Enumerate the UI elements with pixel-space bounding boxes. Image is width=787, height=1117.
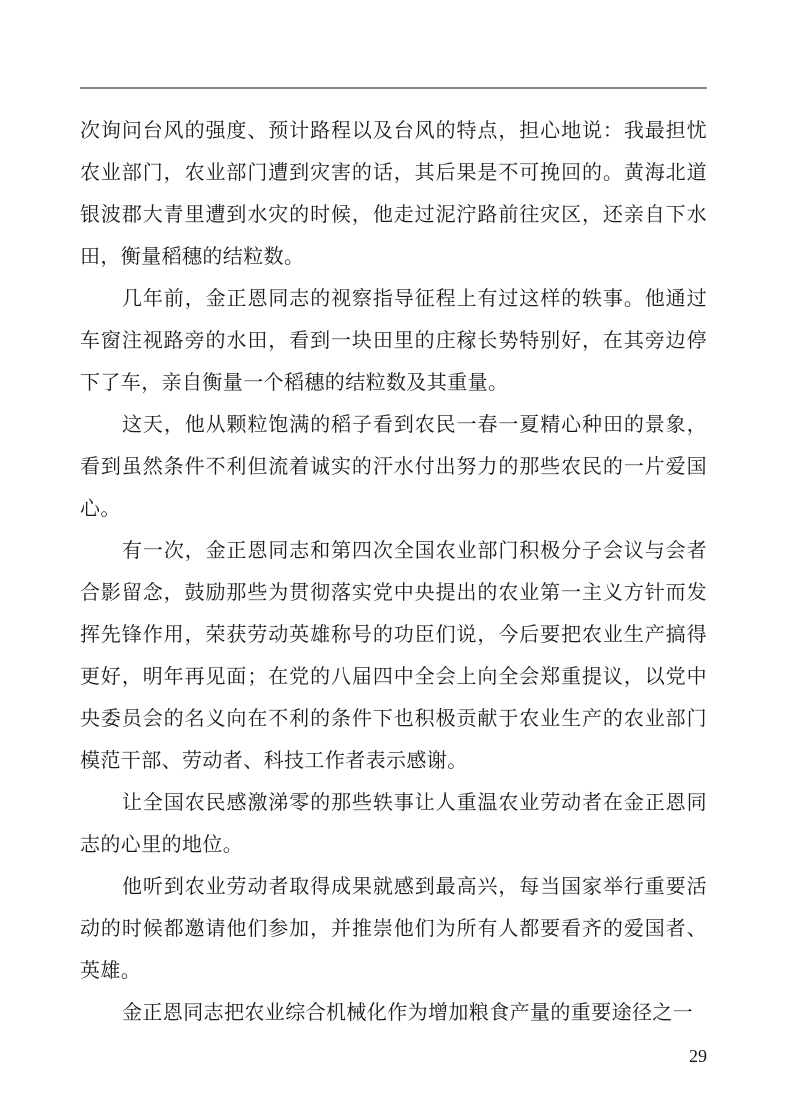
paragraph: 金正恩同志把农业综合机械化作为增加粮食产量的重要途径之一 [122,1000,694,1024]
header-rule [80,87,707,89]
paragraph-continuation: 次询问台风的强度、预计路程以及台风的特点，担心地说：我最担忧农业部门，农业部门遭到灾害的话，其后果是不可挽回的。黄海北道银波郡大青里遭到水灾的时候，他走过泥泞路前往灾区，还亲自下水田，衡量稻穗的结粒数。 [80,118,707,268]
page-number: 29 [689,1046,707,1066]
paragraph: 让全国农民感激涕零的那些轶事让人重温农业劳动者在金正恩同志的心里的地位。 [80,790,707,856]
body-text [80,109,707,1033]
paragraph: 这天，他从颗粒饱满的稻子看到农民一春一夏精心种田的景象，看到虽然条件不利但流着诚实的汗水付出努力的那些农民的一片爱国心。 [80,412,707,520]
paragraph: 有一次，金正恩同志和第四次全国农业部门积极分子会议与会者合影留念，鼓励那些为贯彻落实党中央提出的农业第一主义方针而发挥先锋作用，荣获劳动英雄称号的功臣们说，今后要把农业生产搞得更好，明年再见面；在党的八届四中全会上向全会郑重提议，以党中央委员会的名义向在不利的条件下也积极贡献于农业生产的农业部门模范干部、劳动者、科技工作者表示感谢。 [80,538,707,772]
paragraph: 几年前，金正恩同志的视察指导征程上有过这样的轶事。他通过车窗注视路旁的水田，看到一块田里的庄稼长势特别好，在其旁边停下了车，亲自衡量一个稻穗的结粒数及其重量。 [80,286,707,394]
paragraph: 他听到农业劳动者取得成果就感到最高兴，每当国家举行重要活动的时候都邀请他们参加，并推崇他们为所有人都要看齐的爱国者、英雄。 [80,874,707,982]
